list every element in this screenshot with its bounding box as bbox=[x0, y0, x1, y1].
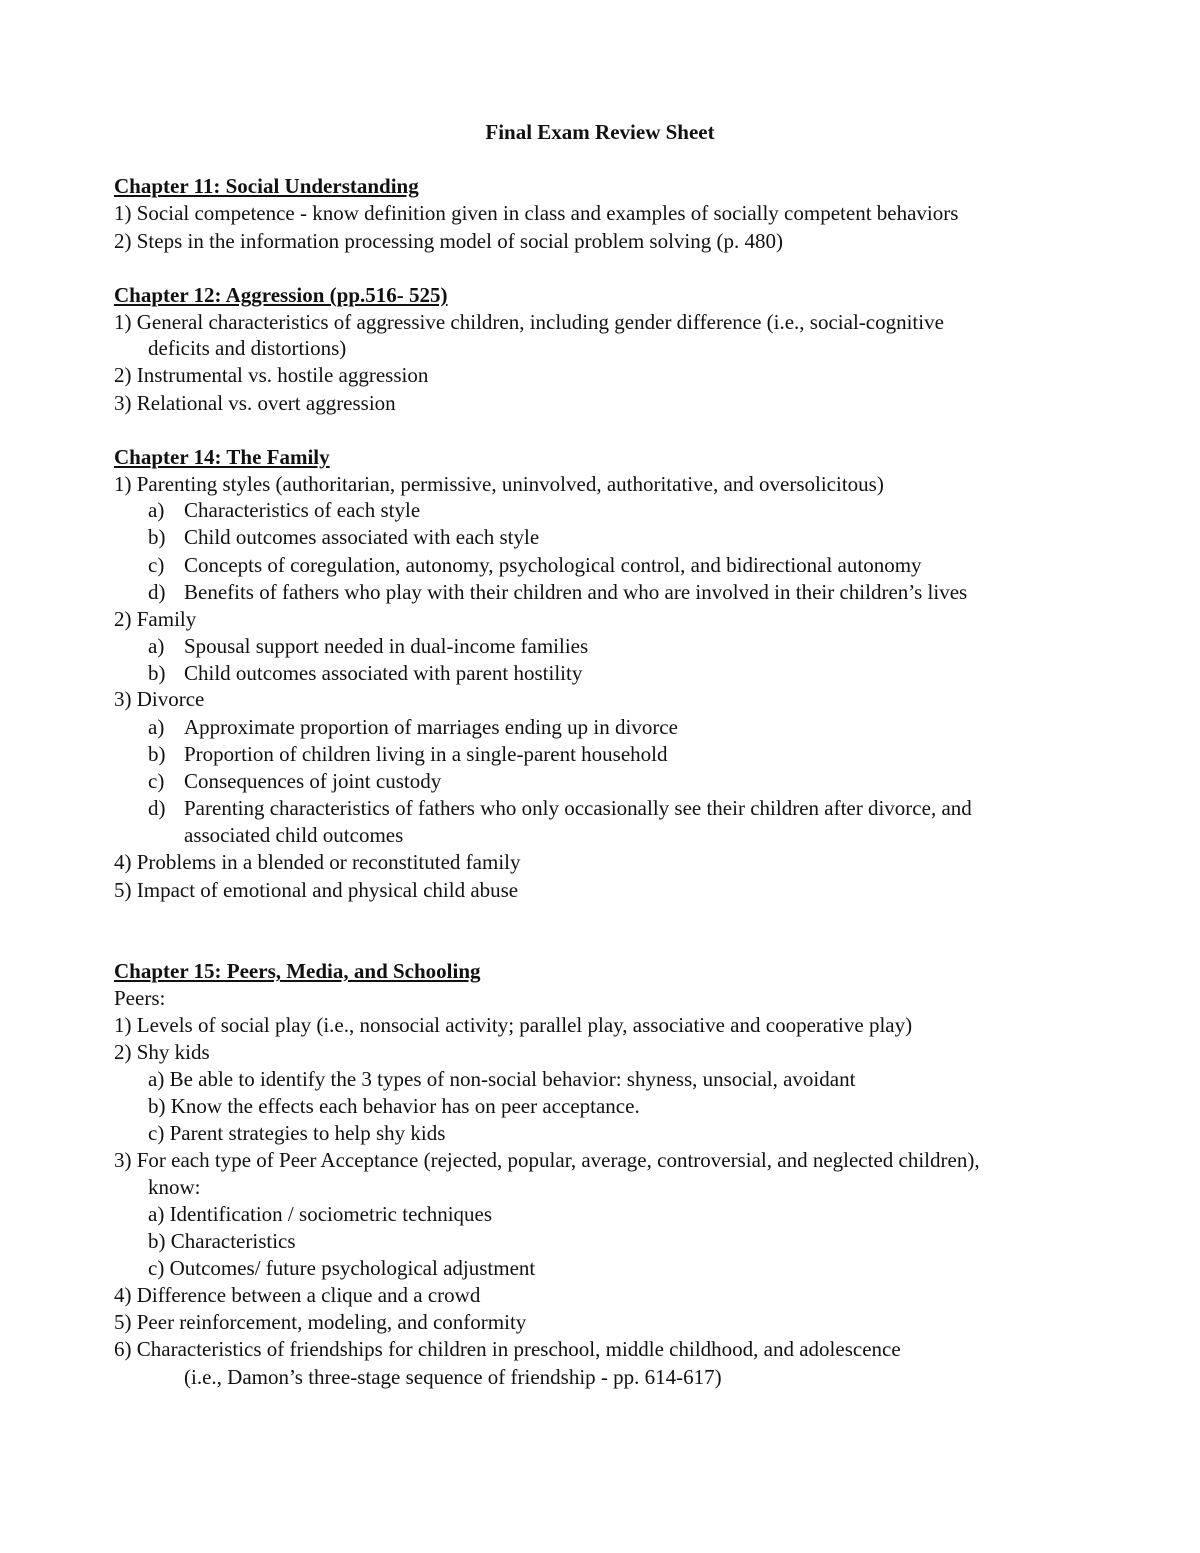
chapter-11-heading: Chapter 11: Social Understanding bbox=[114, 174, 419, 198]
list-item: 3) Divorce bbox=[114, 687, 205, 711]
page-title: Final Exam Review Sheet bbox=[485, 120, 715, 144]
sub-item: Concepts of coregulation, autonomy, psychological control, and bidirectional autonomy bbox=[184, 553, 922, 577]
list-item-continuation: (i.e., Damon’s three-stage sequence of friendship - pp. 614-617) bbox=[184, 1365, 722, 1389]
sub-item: Child outcomes associated with parent hostility bbox=[184, 661, 583, 685]
list-item: 3) Relational vs. overt aggression bbox=[114, 391, 396, 415]
list-item-continuation: deficits and distortions) bbox=[148, 336, 347, 360]
chapter-15-heading: Chapter 15: Peers, Media, and Schooling bbox=[114, 959, 481, 983]
list-item: 6) Characteristics of friendships for children in preschool, middle childhood, and adolescence bbox=[114, 1337, 901, 1361]
sub-item: Consequences of joint custody bbox=[184, 769, 442, 793]
sub-item: a) Be able to identify the 3 types of non-social behavior: shyness, unsocial, avoidant bbox=[148, 1067, 856, 1091]
list-item: 3) For each type of Peer Acceptance (rejected, popular, average, controversial, and neglected children), bbox=[114, 1148, 980, 1172]
list-item: 1) Social competence - know definition given in class and examples of socially competent behaviors bbox=[114, 201, 959, 225]
list-item: 1) Parenting styles (authoritarian, permissive, uninvolved, authoritative, and oversolicitous) bbox=[114, 472, 884, 496]
list-item: 5) Impact of emotional and physical child abuse bbox=[114, 878, 519, 902]
sub-item-marker: b) bbox=[148, 742, 166, 766]
list-item: 5) Peer reinforcement, modeling, and conformity bbox=[114, 1310, 527, 1334]
sub-item-marker: d) bbox=[148, 580, 166, 604]
sub-item: Characteristics of each style bbox=[184, 498, 421, 522]
chapter-12-heading: Chapter 12: Aggression (pp.516- 525) bbox=[114, 283, 448, 307]
list-item: 2) Shy kids bbox=[114, 1040, 210, 1064]
sub-item: a) Identification / sociometric techniques bbox=[148, 1202, 493, 1226]
sub-item: Proportion of children living in a single-parent household bbox=[184, 742, 668, 766]
sub-item: Parenting characteristics of fathers who only occasionally see their children after divorce, and bbox=[184, 796, 972, 820]
sub-item-marker: a) bbox=[148, 498, 165, 522]
list-item: 2) Steps in the information processing model of social problem solving (p. 480) bbox=[114, 229, 783, 253]
sub-item: b) Characteristics bbox=[148, 1229, 296, 1253]
sub-item: b) Know the effects each behavior has on peer acceptance. bbox=[148, 1094, 640, 1118]
sub-item-marker: d) bbox=[148, 796, 166, 820]
sub-item-marker: b) bbox=[148, 525, 166, 549]
sub-item: Benefits of fathers who play with their children and who are involved in their children’s lives bbox=[184, 580, 968, 604]
sub-item: Approximate proportion of marriages ending up in divorce bbox=[184, 715, 678, 739]
sub-item-marker: a) bbox=[148, 634, 165, 658]
sub-item-continuation: associated child outcomes bbox=[184, 823, 404, 847]
sub-item: Child outcomes associated with each style bbox=[184, 525, 540, 549]
sub-item-marker: c) bbox=[148, 553, 165, 577]
sub-item: c) Parent strategies to help shy kids bbox=[148, 1121, 446, 1145]
list-item: 4) Problems in a blended or reconstituted family bbox=[114, 850, 521, 874]
list-item: 4) Difference between a clique and a crowd bbox=[114, 1283, 481, 1307]
sub-item-marker: b) bbox=[148, 661, 166, 685]
list-item-continuation: know: bbox=[148, 1175, 201, 1199]
list-item: 1) Levels of social play (i.e., nonsocial activity; parallel play, associative and cooperative play) bbox=[114, 1013, 913, 1037]
chapter-14-heading: Chapter 14: The Family bbox=[114, 445, 330, 469]
list-item: 2) Family bbox=[114, 607, 197, 631]
list-item: 1) General characteristics of aggressive children, including gender difference (i.e., social-cognitive bbox=[114, 310, 944, 334]
sub-item-marker: c) bbox=[148, 769, 165, 793]
sub-item: Spousal support needed in dual-income families bbox=[184, 634, 589, 658]
list-item: 2) Instrumental vs. hostile aggression bbox=[114, 363, 429, 387]
sub-item-marker: a) bbox=[148, 715, 165, 739]
section-label: Peers: bbox=[114, 986, 166, 1010]
sub-item: c) Outcomes/ future psychological adjustment bbox=[148, 1256, 536, 1280]
